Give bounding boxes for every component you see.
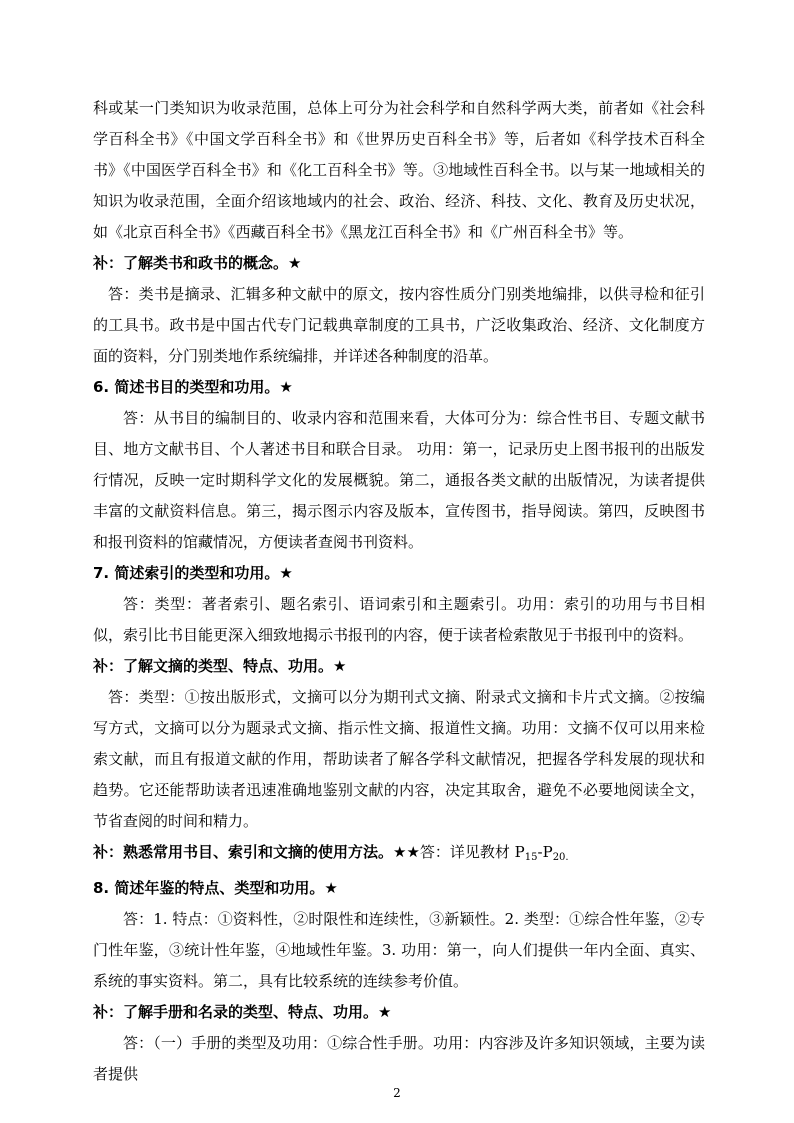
document-page (93, 93, 705, 1090)
answer-index: 答：类型：著者索引、题名索引、语词索引和主题索引。功用：索引的功用与书目相似，索引比书目能更深入细致地揭示书报刊的内容，便于读者检索散见于书报刊中的资料。 (93, 595, 705, 644)
heading-abstracts: 补：了解文摘的类型、特点、功用。★ (93, 657, 347, 675)
answer-handbook-directory: 答：（一）手册的类型及功用：①综合性手册。功用：内容涉及许多知识领域，主要为读者提供 (93, 1034, 705, 1083)
heading-leishu-zhengshu: 补：了解类书和政书的概念。★ (93, 254, 302, 272)
answer-yearbook: 答：1. 特点：①资料性，②时限性和连续性，③新颖性。2. 类型：①综合性年鉴，②专门性年鉴，③统计性年鉴，④地域性年鉴。3. 功用：第一，向人们提供一年内全面、真实、系统的事实资料。第二，具有比较系统的连续参考价值。 (93, 910, 705, 990)
page-number: 2 (393, 1086, 401, 1100)
heading-bibliography: 6. 简述书目的类型和功用。★ (93, 378, 293, 396)
page-ref-dash: -P (537, 843, 553, 861)
usage-methods-line (93, 837, 705, 873)
heading-yearbook: 8. 简述年鉴的特点、类型和功用。★ (93, 879, 338, 897)
answer-bibliography: 答：从书目的编制目的、收录内容和范围来看，大体可分为：综合性书目、专题文献书目、地方文献书目、个人著述书目和联合目录。 功用：第一，记录历史上图书报刊的出版发行情况，反映一定时期科学文化的发展概貌。第二，通报各类文献的出版情况，为读者提供丰富的文献资料信息。第三，揭示图示内容及版本，宣传图书，指导阅读。第四，反映图书和报刊资料的馆藏情况，方便读者查阅书刊资料。 (93, 409, 705, 551)
answer-abstracts: 答：类型：①按出版形式，文摘可以分为期刊式文摘、附录式文摘和卡片式文摘。②按编写方式，文摘可以分为题录式文摘、指示性文摘、报道性文摘。功用：文摘不仅可以用来检索文献，而且有报道文献的作用，帮助读者了解各学科文献情况，把握各学科发展的现状和趋势。它还能帮助读者迅速准确地鉴别文献的内容，决定其取舍，避免不必要地阅读全文，节省查阅的时间和精力。 (93, 688, 705, 830)
page-ref-end: 20. (552, 852, 569, 863)
usage-methods-answer: 答：详见教材 P (419, 843, 525, 861)
page-ref-start: 15 (524, 852, 538, 863)
paragraph-encyclopedia-types: 科或某一门类知识为收录范围，总体上可分为社会科学和自然科学两大类，前者如《社会科学百科全书》《中国文学百科全书》和《世界历史百科全书》等，后者如《科学技术百科全书》《中国医学百科全书》和《化工百科全书》等。③地域性百科全书。以与某一地域相关的知识为收录范围，全面介绍该地域内的社会、政治、经济、科技、文化、教育及历史状况，如《北京百科全书》《西藏百科全书》《黑龙江百科全书》和《广州百科全书》等。 (93, 99, 705, 241)
usage-methods-heading: 补：熟悉常用书目、索引和文摘的使用方法。★★ (93, 843, 420, 861)
heading-handbook-directory: 补：了解手册和名录的类型、特点、功用。★ (93, 1003, 392, 1021)
heading-index: 7. 简述索引的类型和功用。★ (93, 564, 293, 582)
answer-leishu-zhengshu: 答：类书是摘录、汇辑多种文献中的原文，按内容性质分门别类地编排，以供寻检和征引的工具书。政书是中国古代专门记载典章制度的工具书，广泛收集政治、经济、文化制度方面的资料，分门别类地作系统编排，并详述各种制度的沿革。 (93, 285, 705, 365)
